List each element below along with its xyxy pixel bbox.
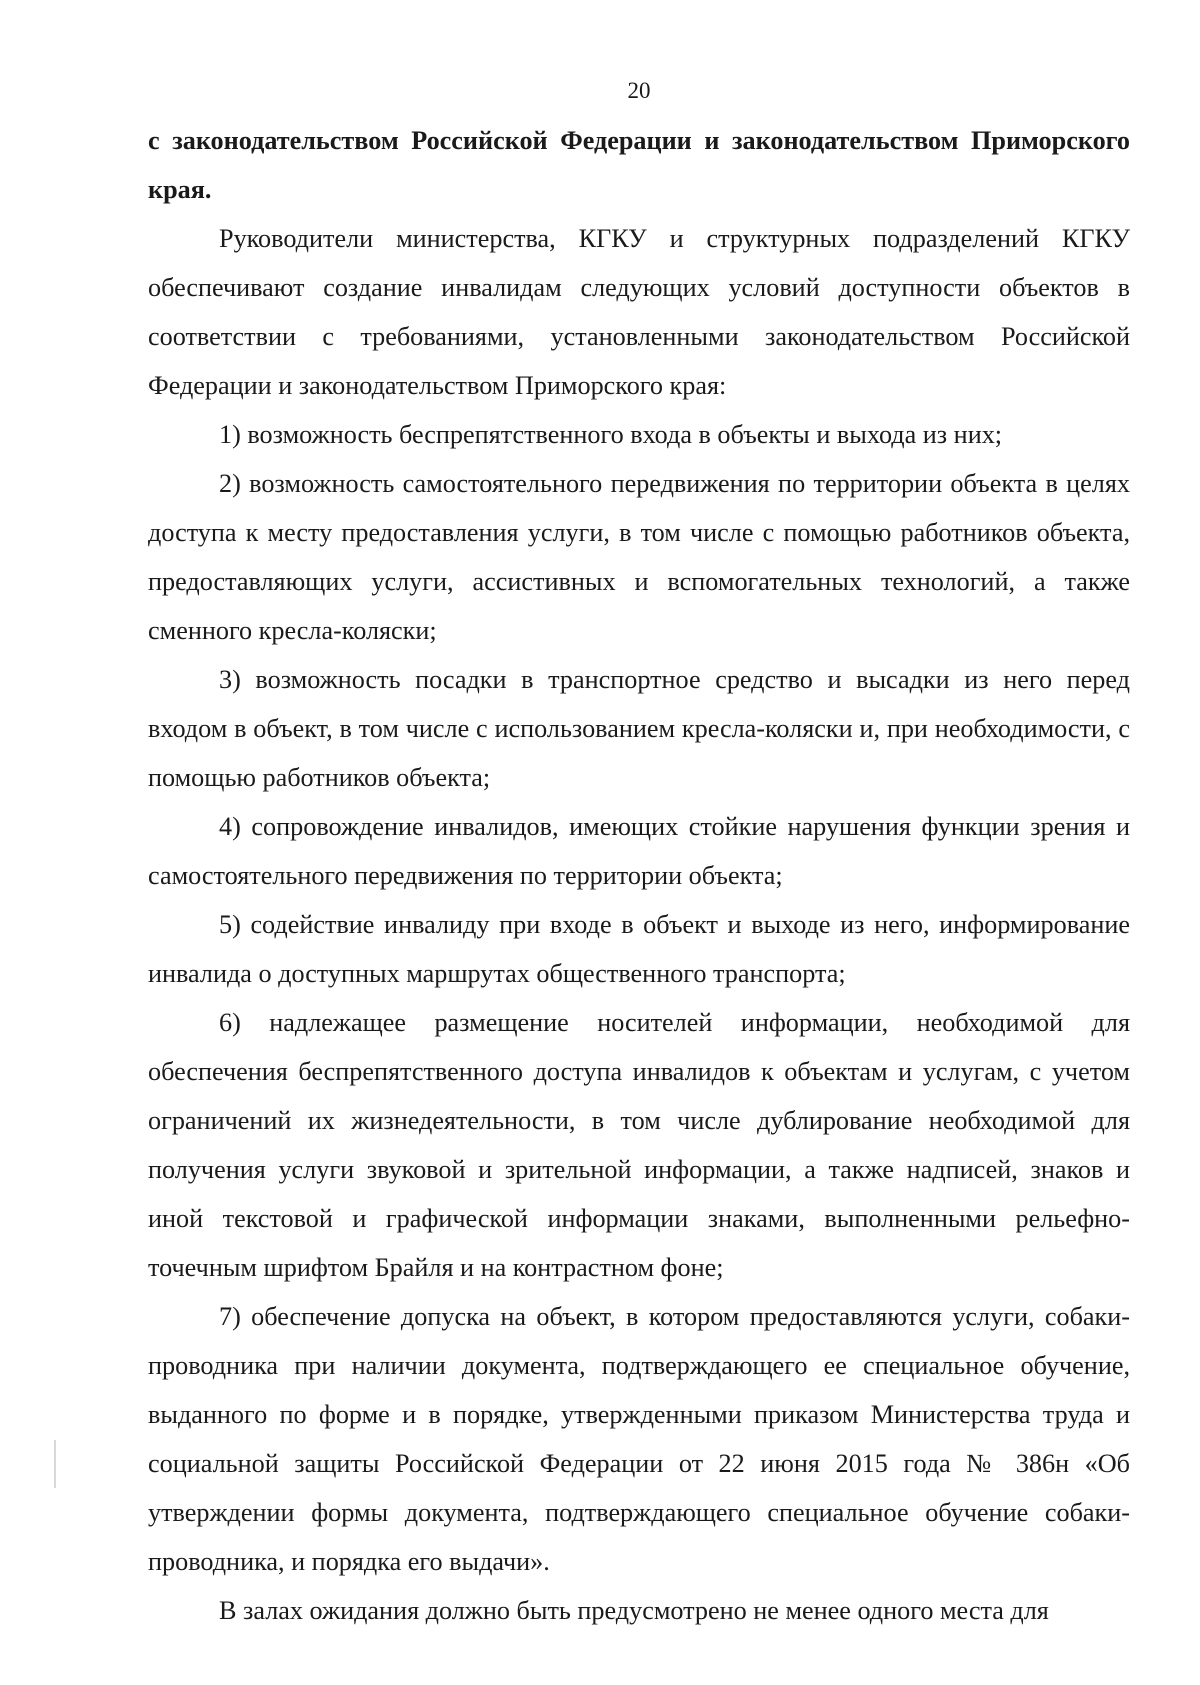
- list-item-6: 6) надлежащее размещение носителей информации, необходимой для обеспечения беспрепятственного доступа инвалидов к объектам и услугам, с учетом ограничений их жизнедеятельности, в том числе дублирование необходимой для получения услуги звуковой и зрительной информации, а также надписей, знаков и иной текстовой и графической информации знаками, выполненными рельефно-точечным шрифтом Брайля и на контрастном фоне;: [148, 1008, 1130, 1282]
- paragraph-intro: Руководители министерства, КГКУ и структурных подразделений КГКУ обеспечивают создание инвалидам следующих условий доступности объектов в соответствии с требованиями, установленными законодательством Российской Федерации и законодательством Приморского края:: [148, 224, 1130, 400]
- list-item-1: 1) возможность беспрепятственного входа в объекты и выхода из них;: [219, 420, 1003, 449]
- page-number: 20: [627, 78, 651, 103]
- list-item-5: 5) содействие инвалиду при входе в объект и выходе из него, информирование инвалида о доступных маршрутах общественного транспорта;: [148, 910, 1130, 988]
- paragraph-continuation: с законодательством Российской Федерации и законодательством Приморского края.: [148, 126, 1130, 204]
- document-body: [148, 116, 1130, 1635]
- scan-margin-mark: [54, 1440, 56, 1488]
- list-item-7: 7) обеспечение допуска на объект, в котором предоставляются услуги, собаки-проводника при наличии документа, подтверждающего ее специальное обучение, выданного по форме и в порядке, утвержденными приказом Министерства труда и социальной защиты Российской Федерации от 22 июня 2015 года № 386н «Об утверждении формы документа, подтверждающего специальное обучение собаки-проводника, и порядка его выдачи».: [148, 1302, 1130, 1576]
- paragraph-waiting-rooms: В залах ожидания должно быть предусмотрено не менее одного места для: [219, 1596, 1049, 1625]
- list-item-2: 2) возможность самостоятельного передвижения по территории объекта в целях доступа к месту предоставления услуги, в том числе с помощью работников объекта, предоставляющих услуги, ассистивных и вспомогательных технологий, а также сменного кресла-коляски;: [148, 469, 1130, 645]
- list-item-3: 3) возможность посадки в транспортное средство и высадки из него перед входом в объект, в том числе с использованием кресла-коляски и, при необходимости, с помощью работников объекта;: [148, 665, 1130, 792]
- list-item-4: 4) сопровождение инвалидов, имеющих стойкие нарушения функции зрения и самостоятельного передвижения по территории объекта;: [148, 812, 1130, 890]
